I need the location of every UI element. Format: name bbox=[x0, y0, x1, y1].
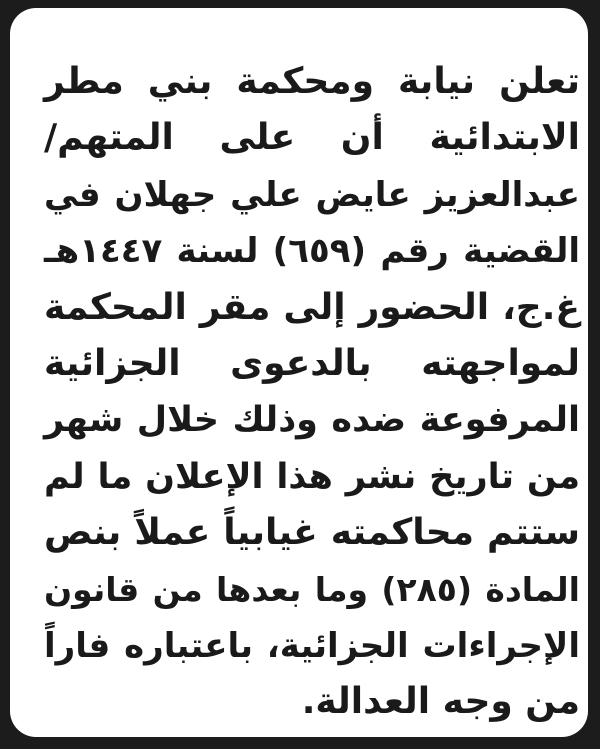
notice-line: لمواجهته بالدعوى الجزائية bbox=[44, 342, 580, 384]
notice-line: من وجه العدالة. bbox=[301, 681, 580, 723]
notice-text bbox=[44, 54, 580, 731]
notice-line: القضية رقم (٦٥٩) لسنة ١٤٤٧هـ bbox=[44, 231, 581, 272]
notice-line: الإجراءات الجزائية، باعتباره فاراً bbox=[44, 625, 580, 666]
notice-line: المرفوعة ضده وذلك خلال شهر bbox=[44, 400, 580, 441]
notice-line: غ.ج، الحضور إلى مقر المحكمة bbox=[44, 286, 580, 328]
notice-line: من تاريخ نشر هذا الإعلان ما لم bbox=[44, 456, 580, 497]
notice-line: تعلن نيابة ومحكمة بني مطر bbox=[44, 61, 580, 102]
notice-box bbox=[10, 8, 588, 737]
notice-line: الابتدائية أن على المتهم/ bbox=[44, 117, 580, 159]
notice-line: ستتم محاكمته غيابياً عملاً بنص bbox=[44, 512, 580, 554]
notice-line: عبدالعزيز عايض علي جهلان في bbox=[44, 174, 580, 215]
notice-line: المادة (٢٨٥) وما بعدها من قانون bbox=[44, 569, 580, 609]
